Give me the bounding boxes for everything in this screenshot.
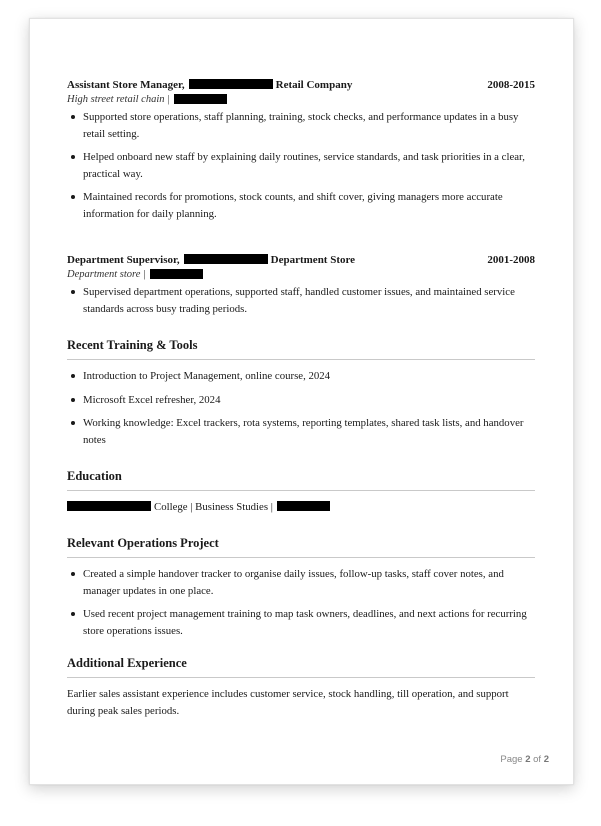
- job-subtitle-text: Department store |: [67, 269, 146, 280]
- resume-content: [67, 77, 535, 719]
- job-title-prefix: Assistant Store Manager,: [67, 79, 185, 91]
- job-employer: Department Store: [270, 254, 356, 266]
- page-total: 2: [543, 754, 549, 765]
- section-title: Relevant Operations Project: [67, 535, 535, 558]
- education-text: College | Business Studies |: [154, 501, 273, 513]
- page-label: Page: [500, 754, 523, 765]
- resume-page: [29, 18, 574, 785]
- section-title: Education: [67, 468, 535, 491]
- job-entry: [67, 77, 535, 222]
- list-item: Introduction to Project Management, online course, 2024: [83, 368, 535, 385]
- training-list: [67, 368, 535, 448]
- redaction-bar: [174, 94, 227, 104]
- list-item: Used recent project management training to map task owners, deadlines, and next actions for recurring store operations issues.: [83, 606, 535, 639]
- job-subtitle: [67, 268, 535, 282]
- redaction-bar: [184, 254, 268, 264]
- additional-section: [67, 655, 535, 719]
- job-bullets: [67, 109, 535, 222]
- project-section: [67, 535, 535, 639]
- redaction-bar: [150, 269, 203, 279]
- section-title: Additional Experience: [67, 655, 535, 678]
- section-title: Recent Training & Tools: [67, 337, 535, 360]
- job-title: [67, 252, 355, 268]
- job-subtitle: [67, 93, 535, 107]
- redaction-bar: [277, 501, 330, 511]
- training-section: [67, 337, 535, 448]
- education-entry: [67, 499, 535, 515]
- job-subtitle-text: High street retail chain |: [67, 94, 171, 105]
- list-item: Supported store operations, staff planning, training, stock checks, and performance updates in a busy retail setting.: [83, 109, 535, 142]
- education-section: [67, 468, 535, 515]
- job-bullets: [67, 284, 535, 317]
- job-dates: 2008-2015: [487, 79, 535, 91]
- list-item: Microsoft Excel refresher, 2024: [83, 392, 535, 409]
- list-item: Maintained records for promotions, stock counts, and shift cover, giving managers more accurate information for daily planning.: [83, 189, 535, 222]
- additional-text: Earlier sales assistant experience includes customer service, stock handling, till operation, and support during peak sales periods.: [67, 688, 509, 717]
- list-item: Created a simple handover tracker to organise daily issues, follow-up tasks, staff cover notes, and manager updates in one place.: [83, 566, 535, 599]
- list-item: Supervised department operations, supported staff, handled customer issues, and maintained service standards across busy trading periods.: [83, 284, 535, 317]
- job-header: [67, 77, 535, 93]
- job-title-prefix: Department Supervisor,: [67, 254, 180, 266]
- job-title: [67, 77, 352, 93]
- page-of: of: [533, 754, 542, 765]
- list-item: Helped onboard new staff by explaining daily routines, service standards, and task priorities in a clear, practical way.: [83, 149, 535, 182]
- job-employer: Retail Company: [275, 79, 353, 91]
- job-header: [67, 252, 535, 268]
- project-list: [67, 566, 535, 639]
- list-item: Working knowledge: Excel trackers, rota systems, reporting templates, shared task lists, and handover notes: [83, 415, 535, 448]
- redaction-bar: [189, 79, 273, 89]
- redaction-bar: [67, 501, 151, 511]
- job-entry: [67, 252, 535, 317]
- page-number: [500, 754, 549, 765]
- job-dates: 2001-2008: [487, 254, 535, 266]
- page-current: 2: [525, 754, 531, 765]
